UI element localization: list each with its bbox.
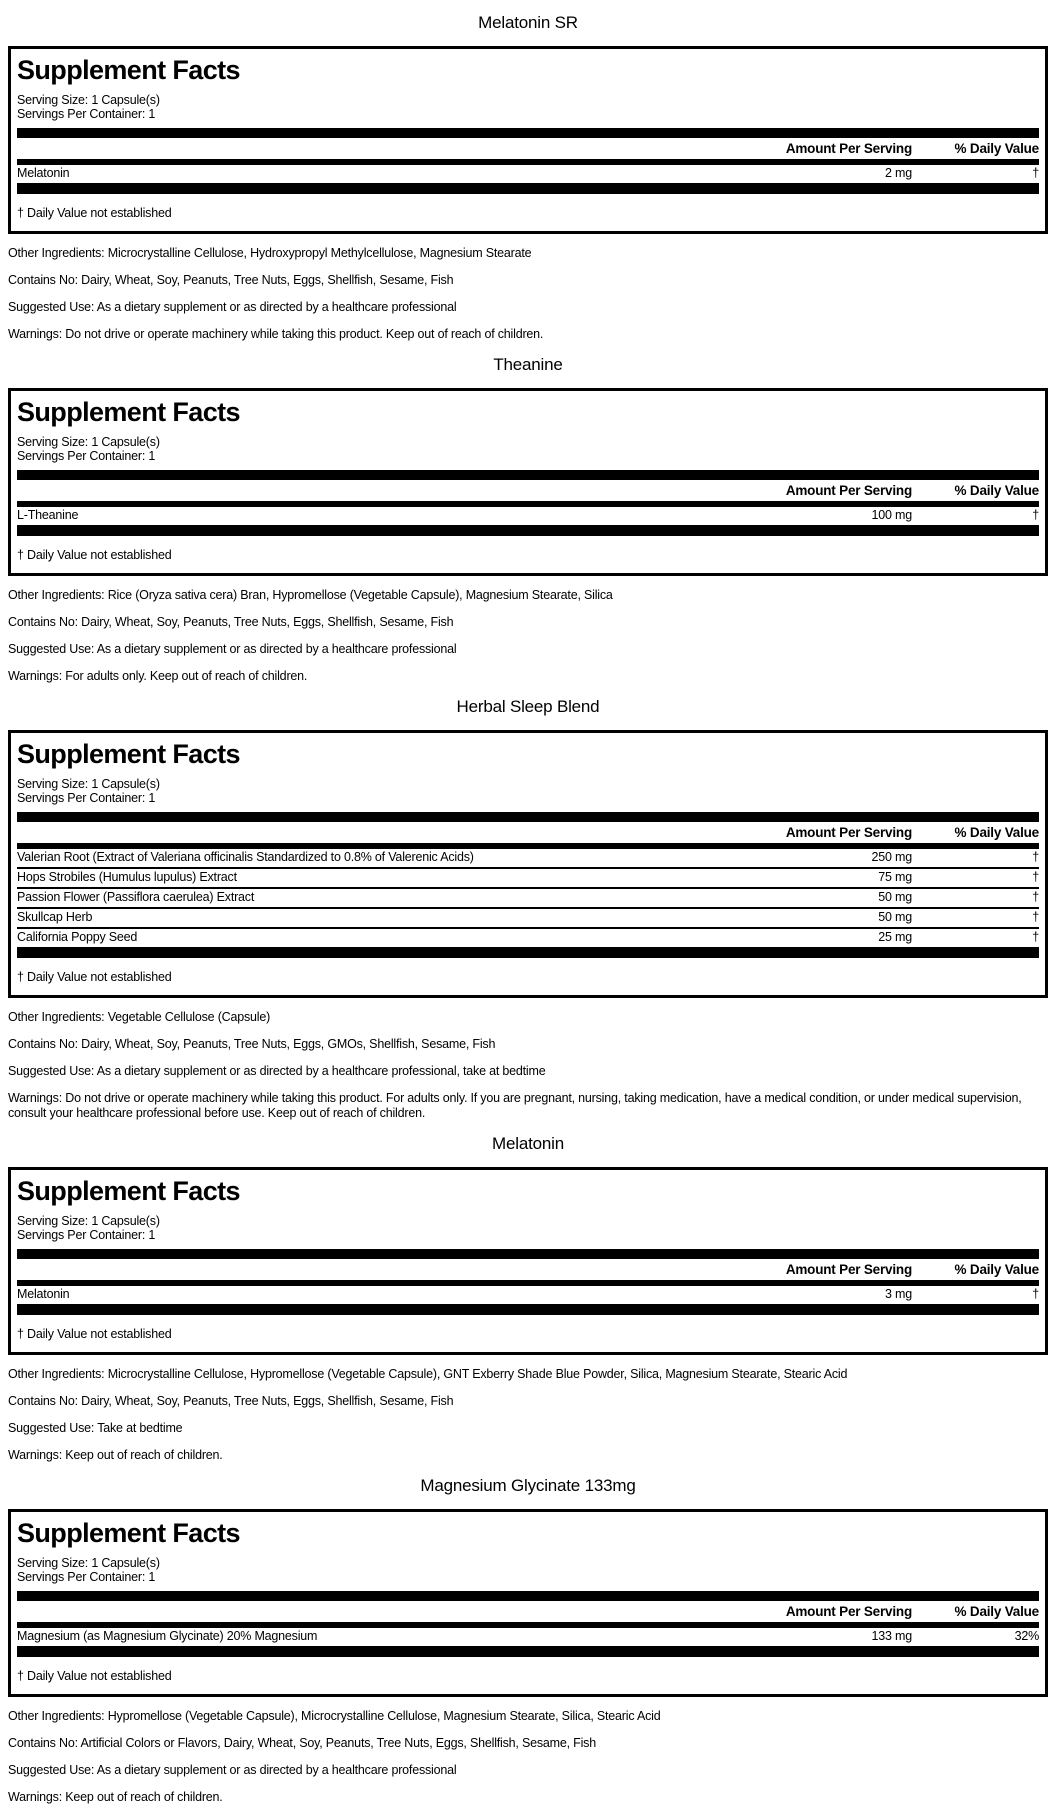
- ingredient-row: [17, 869, 1039, 889]
- ingredient-daily-value: †: [1032, 850, 1039, 864]
- ingredient-amount: 100 mg: [871, 508, 912, 522]
- ingredient-amount: 2 mg: [885, 166, 912, 180]
- ingredient-amount: 133 mg: [871, 1629, 912, 1643]
- ingredient-name: Skullcap Herb: [17, 910, 93, 924]
- ingredient-row: [17, 165, 1039, 183]
- column-header-daily-value: % Daily Value: [954, 141, 1039, 156]
- daily-value-footnote: † Daily Value not established: [17, 970, 172, 984]
- warnings-text: Warnings: Do not drive or operate machinery while taking this product. Keep out of reach of children.: [8, 327, 544, 341]
- contains-no-text: Contains No: Dairy, Wheat, Soy, Peanuts, Tree Nuts, Eggs, Shellfish, Sesame, Fish: [8, 1394, 454, 1408]
- thick-divider: [17, 1591, 1039, 1601]
- ingredient-name: Valerian Root (Extract of Valeriana officinalis Standardized to 0.8% of Valerenic Acids): [17, 850, 474, 864]
- suggested-use-text: Suggested Use: Take at bedtime: [8, 1421, 183, 1435]
- supplement-facts-heading: Supplement Facts: [17, 397, 240, 427]
- supplement-facts-box: [8, 388, 1048, 576]
- ingredient-amount: 50 mg: [878, 910, 912, 924]
- panel-title: Magnesium Glycinate 133mg: [420, 1476, 636, 1495]
- thick-divider: [17, 1646, 1039, 1657]
- ingredient-amount: 3 mg: [885, 1287, 912, 1301]
- supplement-panel-magnesium-glycinate: [0, 1476, 1056, 1805]
- panel-title: Melatonin SR: [478, 13, 578, 32]
- contains-no-text: Contains No: Dairy, Wheat, Soy, Peanuts, Tree Nuts, Eggs, Shellfish, Sesame, Fish: [8, 273, 454, 287]
- warnings-text: Warnings: Keep out of reach of children.: [8, 1448, 223, 1462]
- supplement-panel-melatonin-sr: [0, 13, 1056, 342]
- servings-per-container: Servings Per Container: 1: [17, 790, 156, 805]
- panel-title: Melatonin: [492, 1134, 564, 1153]
- panel-title: Theanine: [493, 355, 563, 374]
- ingredient-daily-value: †: [1032, 890, 1039, 904]
- serving-size: Serving Size: 1 Capsule(s): [17, 777, 160, 791]
- thick-divider: [17, 812, 1039, 822]
- column-header-daily-value: % Daily Value: [954, 825, 1039, 840]
- servings-per-container: Servings Per Container: 1: [17, 1569, 156, 1584]
- supplement-panel-melatonin: [0, 1134, 1056, 1463]
- serving-size: Serving Size: 1 Capsule(s): [17, 1214, 160, 1228]
- column-header-daily-value: % Daily Value: [954, 483, 1039, 498]
- ingredient-row: [17, 1628, 1039, 1646]
- contains-no-text: Contains No: Dairy, Wheat, Soy, Peanuts, Tree Nuts, Eggs, GMOs, Shellfish, Sesame, Fish: [8, 1037, 496, 1051]
- warnings-text: Warnings: Do not drive or operate machinery while taking this product. For adults only. If you are pregnant, nursing, taking medication, have a medical condition, or under medical supervision, consult your healthcare professional before use. Keep out of reach of children.: [8, 1091, 1022, 1120]
- other-ingredients-text: Other Ingredients: Microcrystalline Cellulose, Hypromellose (Vegetable Capsule), GNT Exberry Shade Blue Powder, Silica, Magnesium Stearate, Stearic Acid: [8, 1367, 848, 1381]
- ingredient-daily-value: †: [1032, 870, 1039, 884]
- warnings-text: Warnings: Keep out of reach of children.: [8, 1790, 223, 1804]
- daily-value-footnote: † Daily Value not established: [17, 206, 172, 220]
- ingredient-daily-value: †: [1032, 910, 1039, 924]
- column-header-row: [17, 138, 1039, 159]
- column-header-amount: Amount Per Serving: [785, 825, 912, 840]
- supplement-facts-heading: Supplement Facts: [17, 55, 240, 85]
- thick-divider: [17, 525, 1039, 536]
- thick-divider: [17, 128, 1039, 138]
- servings-per-container: Servings Per Container: 1: [17, 1227, 156, 1242]
- ingredient-name: Hops Strobiles (Humulus lupulus) Extract: [17, 870, 237, 884]
- other-ingredients-text: Other Ingredients: Vegetable Cellulose (Capsule): [8, 1010, 271, 1024]
- supplement-panel-theanine: [0, 355, 1056, 684]
- ingredient-daily-value: 32%: [1014, 1629, 1039, 1643]
- ingredient-row: [17, 889, 1039, 909]
- supplement-facts-heading: Supplement Facts: [17, 739, 240, 769]
- servings-per-container: Servings Per Container: 1: [17, 106, 156, 121]
- column-header-daily-value: % Daily Value: [954, 1604, 1039, 1619]
- column-header-daily-value: % Daily Value: [954, 1262, 1039, 1277]
- serving-size: Serving Size: 1 Capsule(s): [17, 1556, 160, 1570]
- thick-divider: [17, 1304, 1039, 1315]
- thick-divider: [17, 470, 1039, 480]
- supplement-facts-box: [8, 1167, 1048, 1355]
- column-header-row: [17, 822, 1039, 843]
- suggested-use-text: Suggested Use: As a dietary supplement or as directed by a healthcare professional: [8, 1763, 457, 1777]
- thick-divider: [17, 1249, 1039, 1259]
- serving-size: Serving Size: 1 Capsule(s): [17, 93, 160, 107]
- ingredient-amount: 250 mg: [871, 850, 912, 864]
- supplement-facts-box: [8, 46, 1048, 234]
- suggested-use-text: Suggested Use: As a dietary supplement or as directed by a healthcare professional: [8, 642, 457, 656]
- other-ingredients-text: Other Ingredients: Hypromellose (Vegetable Capsule), Microcrystalline Cellulose, Magnesium Stearate, Silica, Stearic Acid: [8, 1709, 661, 1723]
- suggested-use-text: Suggested Use: As a dietary supplement or as directed by a healthcare professional, take at bedtime: [8, 1064, 546, 1078]
- ingredient-name: Magnesium (as Magnesium Glycinate) 20% Magnesium: [17, 1629, 318, 1643]
- ingredient-daily-value: †: [1032, 930, 1039, 944]
- warnings-text: Warnings: For adults only. Keep out of reach of children.: [8, 669, 308, 683]
- column-header-row: [17, 1259, 1039, 1280]
- daily-value-footnote: † Daily Value not established: [17, 1669, 172, 1683]
- ingredient-daily-value: †: [1032, 508, 1039, 522]
- thick-divider: [17, 183, 1039, 194]
- contains-no-text: Contains No: Dairy, Wheat, Soy, Peanuts, Tree Nuts, Eggs, Shellfish, Sesame, Fish: [8, 615, 454, 629]
- thick-divider: [17, 947, 1039, 958]
- ingredient-amount: 25 mg: [878, 930, 912, 944]
- supplement-facts-box: [8, 1509, 1048, 1697]
- daily-value-footnote: † Daily Value not established: [17, 1327, 172, 1341]
- ingredient-row: [17, 507, 1039, 525]
- other-ingredients-text: Other Ingredients: Microcrystalline Cellulose, Hydroxypropyl Methylcellulose, Magnesium Stearate: [8, 246, 532, 260]
- other-ingredients-text: Other Ingredients: Rice (Oryza sativa cera) Bran, Hypromellose (Vegetable Capsule), Magnesium Stearate, Silica: [8, 588, 613, 602]
- supplement-facts-heading: Supplement Facts: [17, 1518, 240, 1548]
- ingredient-row: [17, 1286, 1039, 1304]
- ingredient-row: [17, 849, 1039, 869]
- servings-per-container: Servings Per Container: 1: [17, 448, 156, 463]
- supplement-facts-box: [8, 730, 1048, 998]
- column-header-amount: Amount Per Serving: [785, 141, 912, 156]
- supplement-panel-herbal-sleep-blend: [0, 697, 1056, 1121]
- ingredient-amount: 50 mg: [878, 890, 912, 904]
- contains-no-text: Contains No: Artificial Colors or Flavors, Dairy, Wheat, Soy, Peanuts, Tree Nuts, Eggs, Shellfish, Sesame, Fish: [8, 1736, 596, 1750]
- panel-title: Herbal Sleep Blend: [456, 697, 600, 716]
- suggested-use-text: Suggested Use: As a dietary supplement or as directed by a healthcare professional: [8, 300, 457, 314]
- column-header-amount: Amount Per Serving: [785, 1604, 912, 1619]
- ingredient-row: [17, 929, 1039, 947]
- ingredient-daily-value: †: [1032, 1287, 1039, 1301]
- ingredient-name: California Poppy Seed: [17, 930, 138, 944]
- column-header-row: [17, 480, 1039, 501]
- ingredient-row: [17, 909, 1039, 929]
- daily-value-footnote: † Daily Value not established: [17, 548, 172, 562]
- ingredient-name: Melatonin: [17, 166, 70, 180]
- column-header-amount: Amount Per Serving: [785, 483, 912, 498]
- ingredient-name: Passion Flower (Passiflora caerulea) Extract: [17, 890, 255, 904]
- ingredient-name: Melatonin: [17, 1287, 70, 1301]
- serving-size: Serving Size: 1 Capsule(s): [17, 435, 160, 449]
- supplement-facts-heading: Supplement Facts: [17, 1176, 240, 1206]
- column-header-amount: Amount Per Serving: [785, 1262, 912, 1277]
- ingredient-amount: 75 mg: [878, 870, 912, 884]
- ingredient-daily-value: †: [1032, 166, 1039, 180]
- column-header-row: [17, 1601, 1039, 1622]
- ingredient-name: L-Theanine: [17, 508, 79, 522]
